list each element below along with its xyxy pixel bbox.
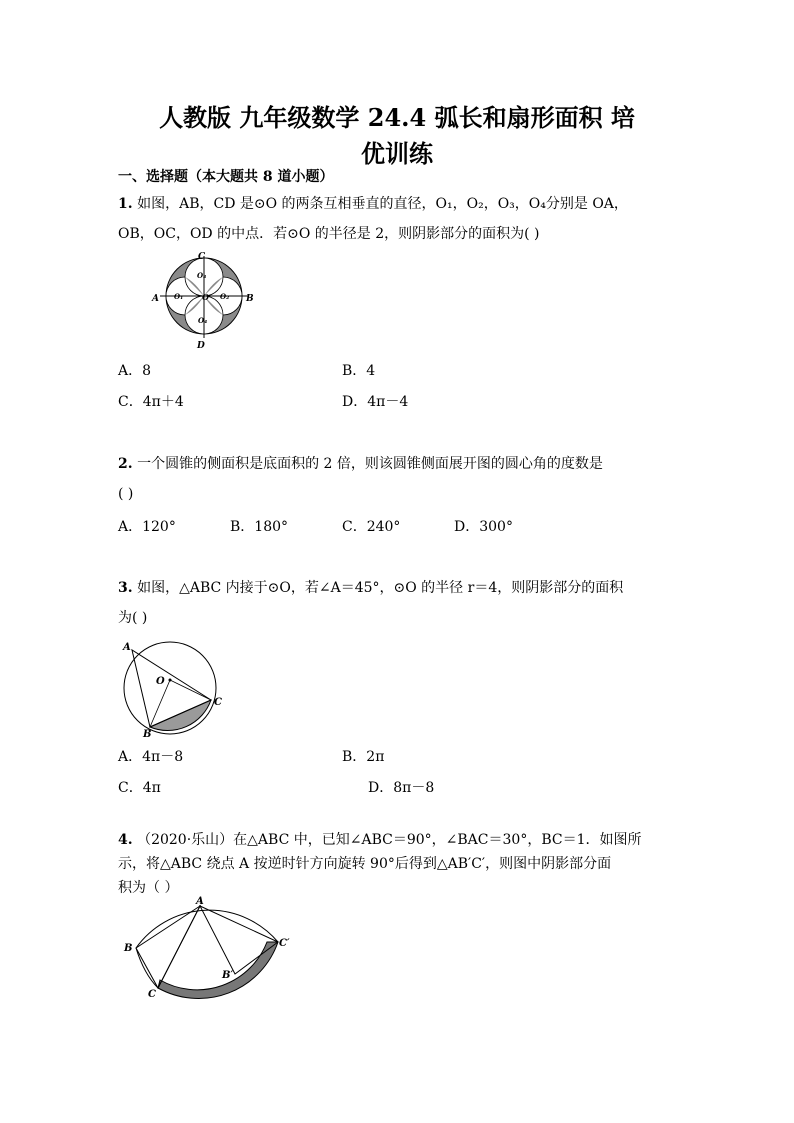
section-header: 一、选择题（本大题共 8 道小题） bbox=[118, 169, 334, 185]
question-3-text bbox=[118, 574, 678, 602]
q1-label-b: B bbox=[246, 294, 254, 304]
q1-label-o2: O₂ bbox=[220, 292, 230, 301]
question-1-line1: 如图，AB，CD 是⊙O 的两条互相垂直的直径，O₁，O₂，O₃，O₄分别是 OA， bbox=[137, 196, 628, 212]
question-4-line2: 示，将△ABC 绕点 A 按逆时针方向旋转 90°后得到△AB′C′，则图中阴影部分面 bbox=[118, 856, 612, 872]
q1-label-c: C bbox=[198, 252, 206, 262]
q1-option-a: A．8 bbox=[118, 363, 152, 379]
q3-label-a: A bbox=[123, 642, 131, 653]
question-3-figure bbox=[118, 632, 230, 740]
q1-label-o1: O₁ bbox=[174, 292, 184, 301]
q4-label-a: A bbox=[196, 896, 204, 907]
q4-label-b-prime: B′ bbox=[222, 970, 234, 981]
question-4-line1: （2020·乐山）在△ABC 中，已知∠ABC＝90°，∠BAC＝30°，BC＝1．如图所 bbox=[137, 832, 642, 848]
q1-option-b: B．4 bbox=[342, 363, 376, 379]
q1-label-o: O bbox=[202, 292, 209, 302]
q3-option-c: C．4π bbox=[118, 780, 161, 796]
q1-label-o3: O₃ bbox=[197, 271, 207, 280]
q2-option-c: C．240° bbox=[342, 519, 401, 535]
question-2-text bbox=[118, 450, 678, 478]
q1-option-c: C．4π＋4 bbox=[118, 394, 184, 410]
question-3-number: 3. bbox=[118, 580, 133, 596]
question-2-line2: ( ) bbox=[118, 486, 134, 502]
q3-option-d: D．8π－8 bbox=[368, 780, 435, 796]
q3-label-b: B bbox=[143, 729, 152, 740]
question-1-text bbox=[118, 190, 678, 218]
question-4-figure bbox=[118, 896, 298, 1008]
page-title: 人教版 九年级数学 24.4 弧长和扇形面积 培 bbox=[159, 103, 635, 132]
q4-label-c-prime: C′ bbox=[279, 938, 290, 949]
question-2-line1: 一个圆锥的侧面积是底面积的 2 倍，则该圆锥侧面展开图的圆心角的度数是 bbox=[137, 456, 603, 472]
question-3-line2: 为( ) bbox=[118, 610, 148, 626]
q2-option-d: D．300° bbox=[454, 519, 513, 535]
q4-label-b: B bbox=[124, 943, 133, 954]
q1-label-a: A bbox=[152, 294, 159, 304]
question-4-line3: 积为（ ） bbox=[118, 880, 179, 896]
q3-option-b: B．2π bbox=[342, 749, 385, 765]
question-1-figure bbox=[150, 252, 262, 352]
question-1-line2: OB，OC，OD 的中点．若⊙O 的半径是 2，则阴影部分的面积为( ) bbox=[118, 226, 540, 242]
q1-label-o4: O₄ bbox=[198, 316, 208, 325]
q4-label-c: C bbox=[148, 989, 156, 1000]
question-4-number: 4. bbox=[118, 832, 133, 848]
q3-label-c: C bbox=[214, 697, 222, 708]
question-3-line1: 如图，△ABC 内接于⊙O，若∠A＝45°，⊙O 的半径 r＝4，则阴影部分的面积 bbox=[137, 580, 624, 596]
q3-option-a: A．4π－8 bbox=[118, 749, 184, 765]
page-title-cont: 优训练 bbox=[361, 139, 433, 168]
q1-option-d: D．4π－4 bbox=[342, 394, 409, 410]
q1-label-d: D bbox=[197, 341, 205, 351]
question-1-number: 1. bbox=[118, 196, 133, 212]
q2-option-b: B．180° bbox=[230, 519, 289, 535]
q3-label-o: O bbox=[156, 676, 165, 687]
question-2-number: 2. bbox=[118, 456, 133, 472]
q2-option-a: A．120° bbox=[118, 519, 176, 535]
